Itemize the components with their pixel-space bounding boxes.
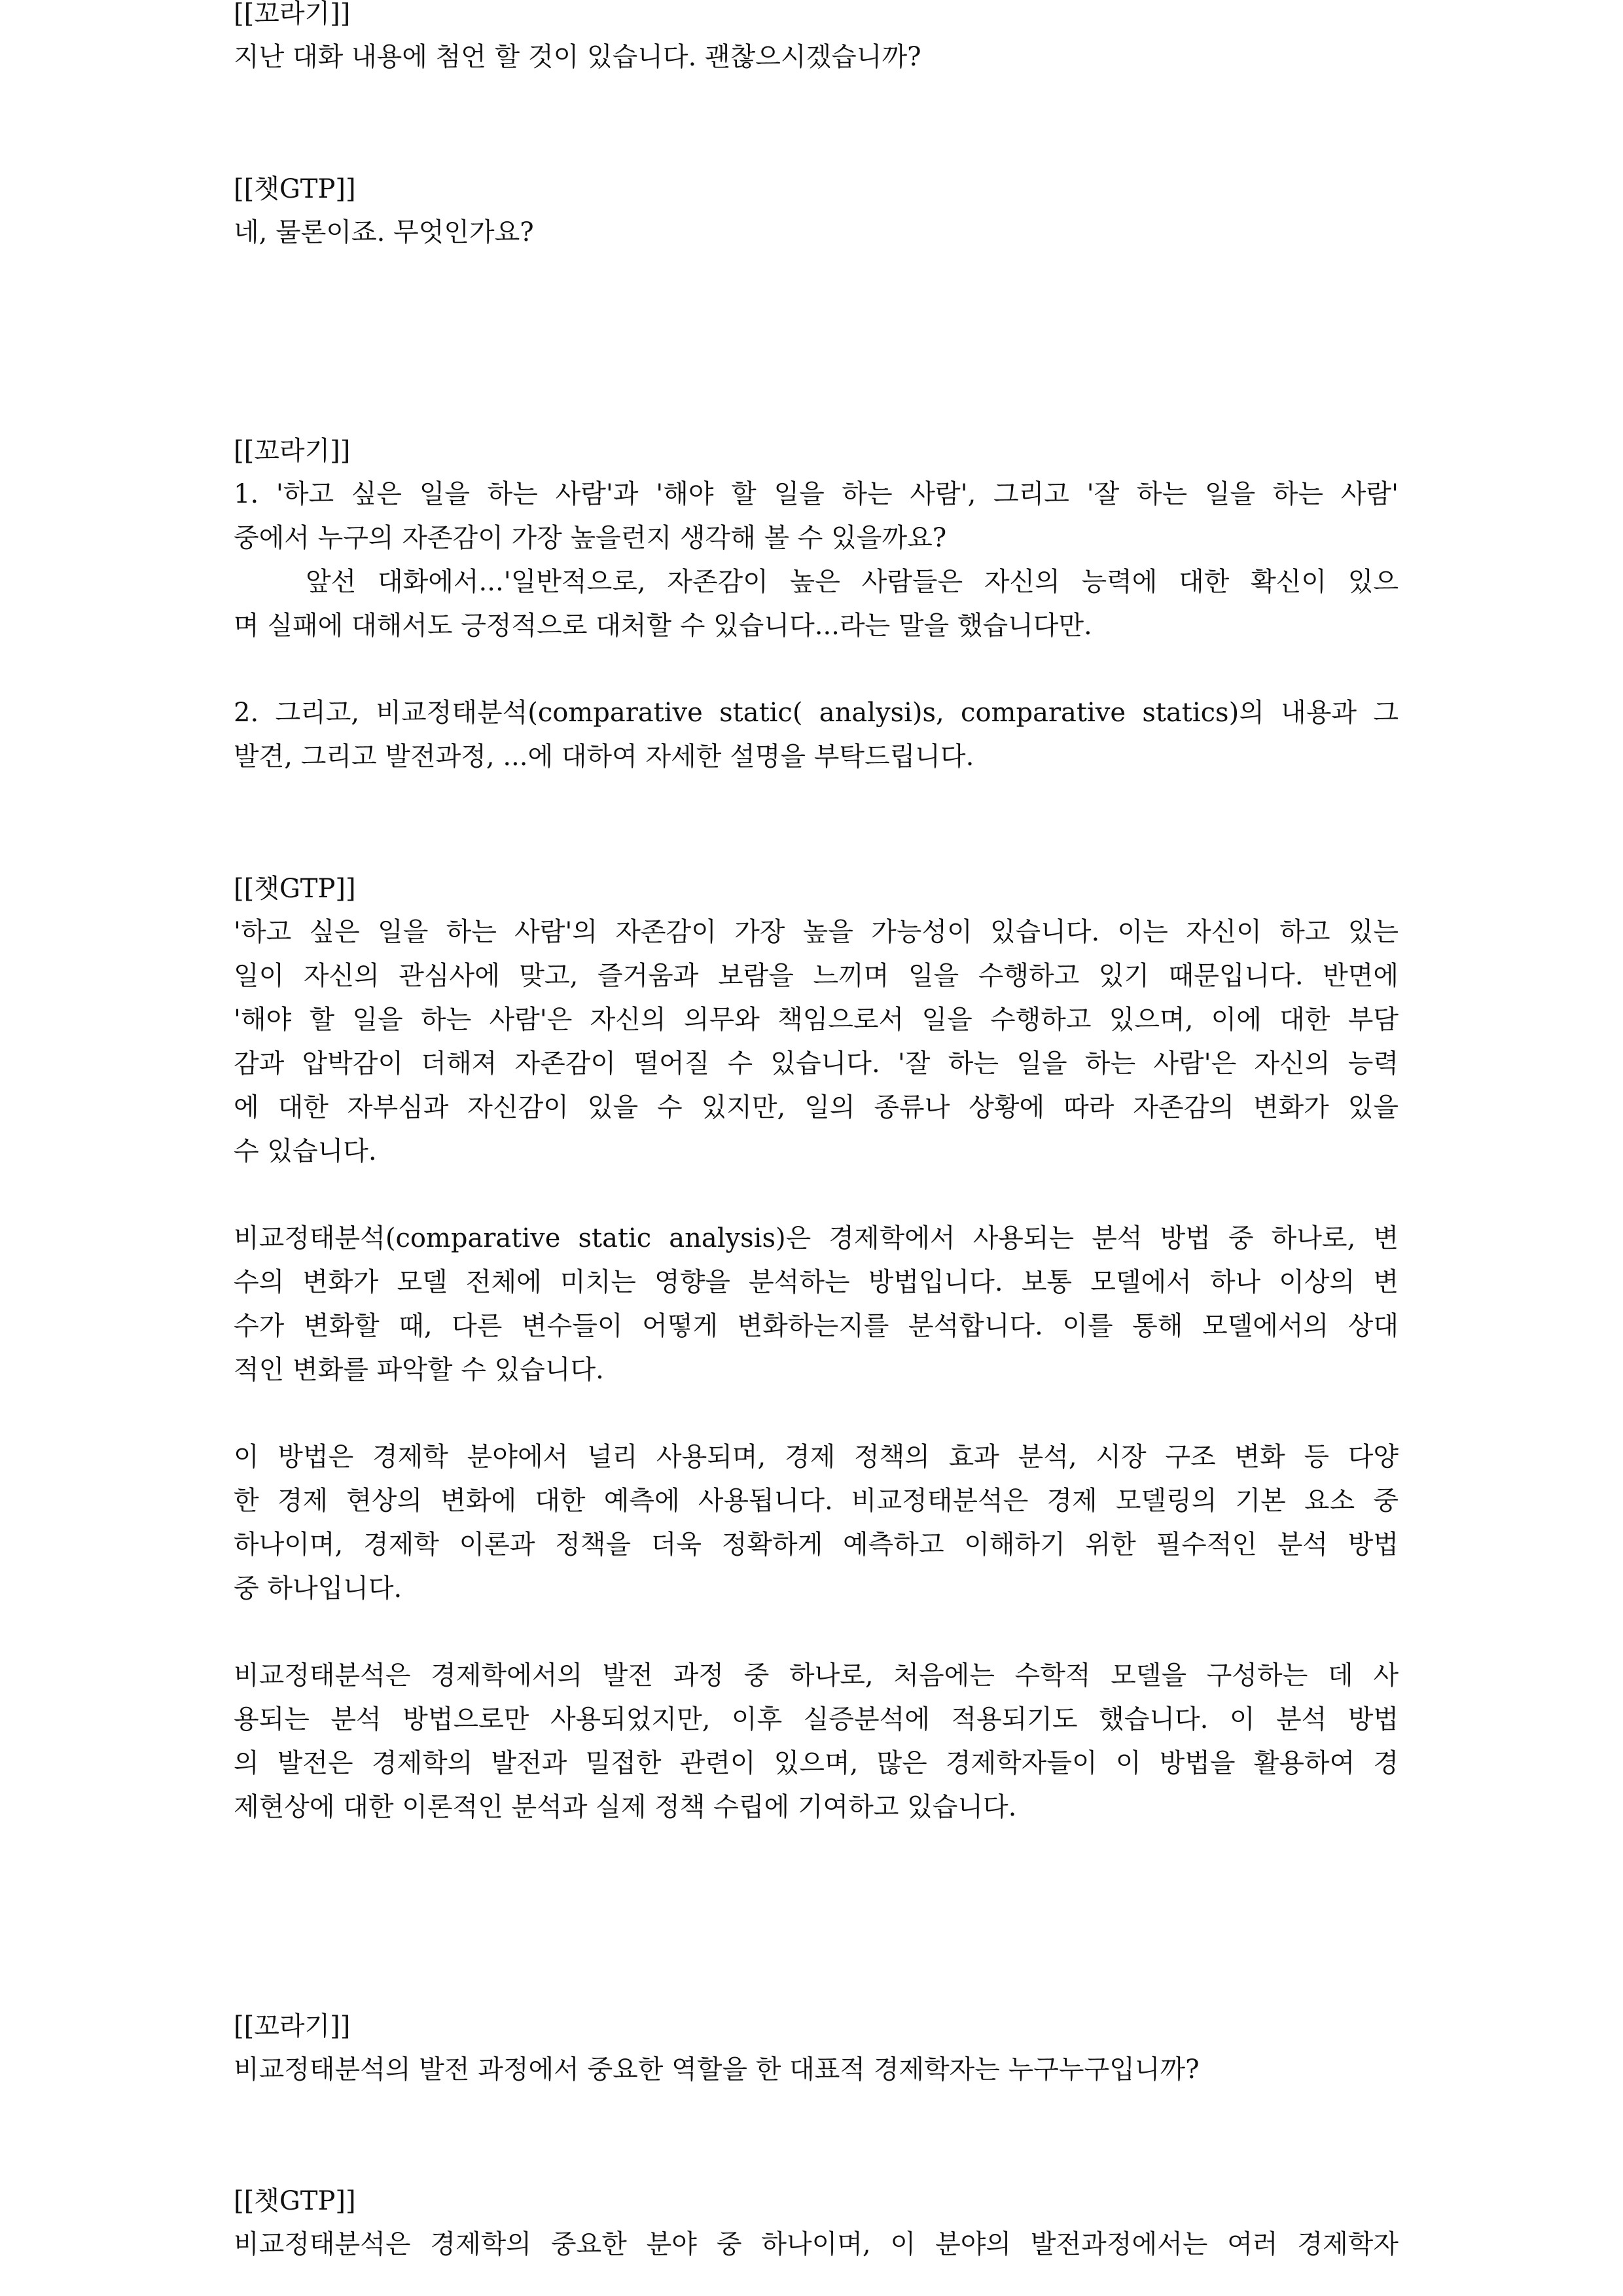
text-line: '해야 할 일을 하는 사람'은 자신의 의무와 책임으로서 일을 수행하고 있으며, 이에 대한 부담 bbox=[234, 1005, 1399, 1035]
speaker-label: [[챗GTP]] bbox=[234, 874, 356, 904]
paragraph-question-1 bbox=[234, 473, 1399, 648]
text-line: 발견, 그리고 발전과정, ...에 대하여 자세한 설명을 부탁드립니다. bbox=[234, 742, 974, 772]
text-line: 1. '하고 싶은 일을 하는 사람'과 '해야 할 일을 하는 사람', 그리고 '잘 하는 일을 하는 사람' bbox=[234, 479, 1399, 509]
text-line: 한 경제 현상의 변화에 대한 예측에 사용됩니다. 비교정태분석은 경제 모델링의 기본 요소 중 bbox=[234, 1486, 1399, 1516]
text-line: 지난 대화 내용에 첨언 할 것이 있습니다. 괜찮으시겠습니까? bbox=[234, 42, 921, 72]
text-line: 며 실패에 대해서도 긍정적으로 대처할 수 있습니다...라는 말을 했습니다만. bbox=[234, 611, 1092, 641]
message-assistant-1 bbox=[234, 168, 1399, 255]
message-text bbox=[234, 211, 1399, 255]
paragraph-question-2 bbox=[234, 691, 1399, 779]
paragraph-answer-1 bbox=[234, 910, 1399, 1174]
text-line bbox=[234, 560, 1399, 604]
speaker-label: [[챗GTP]] bbox=[234, 2186, 356, 2216]
text-line: 에 대한 자부심과 자신감이 있을 수 있지만, 일의 종류나 상황에 따라 자존감의 변화가 있을 bbox=[234, 1092, 1399, 1122]
message-text bbox=[234, 2223, 1399, 2267]
text-line: 하나이며, 경제학 이론과 정책을 더욱 정확하게 예측하고 이해하기 위한 필수적인 분석 방법 bbox=[234, 1530, 1399, 1560]
speaker-label: [[챗GTP]] bbox=[234, 174, 356, 204]
text-line: 의 발전은 경제학의 발전과 밀접한 관련이 있으며, 많은 경제학자들이 이 방법을 활용하여 경 bbox=[234, 1748, 1399, 1778]
text-line: 중에서 누구의 자존감이 가장 높을런지 생각해 볼 수 있을까요? bbox=[234, 523, 947, 553]
text-line: 감과 압박감이 더해져 자존감이 떨어질 수 있습니다. '잘 하는 일을 하는 사람'은 자신의 능력 bbox=[234, 1049, 1399, 1079]
text-line: 비교정태분석은 경제학에서의 발전 과정 중 하나로, 처음에는 수학적 모델을 구성하는 데 사 bbox=[234, 1660, 1399, 1691]
text-line: 적인 변화를 파악할 수 있습니다. bbox=[234, 1355, 604, 1385]
text-line: '하고 싶은 일을 하는 사람'의 자존감이 가장 높을 가능성이 있습니다. 이는 자신이 하고 있는 bbox=[234, 917, 1399, 947]
text-fragment: 앞선 대화에서...'일반적으로, 자존감이 높은 사람들은 자신의 능력에 대한 확신이 있으 bbox=[306, 567, 1399, 597]
message-user-1 bbox=[234, 0, 1399, 79]
text-line: 일이 자신의 관심사에 맞고, 즐거움과 보람을 느끼며 일을 수행하고 있기 때문입니다. 반면에 bbox=[234, 961, 1399, 991]
message-text bbox=[234, 35, 1399, 79]
message-assistant-2 bbox=[234, 867, 1399, 1829]
text-line: 네, 물론이죠. 무엇인가요? bbox=[234, 217, 534, 247]
text-line: 용되는 분석 방법으로만 사용되었지만, 이후 실증분석에 적용되기도 했습니다. 이 분석 방법 bbox=[234, 1704, 1399, 1734]
text-line: 이 방법은 경제학 분야에서 널리 사용되며, 경제 정책의 효과 분석, 시장 구조 변화 등 다양 bbox=[234, 1442, 1399, 1472]
message-text bbox=[234, 2048, 1399, 2092]
text-line: 제현상에 대한 이론적인 분석과 실제 정책 수립에 기여하고 있습니다. bbox=[234, 1792, 1017, 1822]
text-line: 중 하나입니다. bbox=[234, 1573, 402, 1604]
text-line: 비교정태분석의 발전 과정에서 중요한 역할을 한 대표적 경제학자는 누구누구입니까? bbox=[234, 2054, 1200, 2085]
text-line: 수의 변화가 모델 전체에 미치는 영향을 분석하는 방법입니다. 보통 모델에서 하나 이상의 변 bbox=[234, 1267, 1399, 1297]
text-line: 수가 변화할 때, 다른 변수들이 어떻게 변화하는지를 분석합니다. 이를 통해 모델에서의 상대 bbox=[234, 1311, 1399, 1341]
text-line: 수 있습니다. bbox=[234, 1136, 377, 1166]
speaker-label: [[꼬라기]] bbox=[234, 0, 351, 29]
text-line: 2. 그리고, 비교정태분석(comparative static( analysi)s, comparative statics)의 내용과 그 bbox=[234, 698, 1399, 728]
paragraph-answer-3 bbox=[234, 1435, 1399, 1611]
message-user-2 bbox=[234, 429, 1399, 779]
message-assistant-3 bbox=[234, 2179, 1399, 2267]
message-user-3 bbox=[234, 2005, 1399, 2092]
speaker-label: [[꼬라기]] bbox=[234, 2011, 351, 2041]
text-line: 비교정태분석은 경제학의 중요한 분야 중 하나이며, 이 분야의 발전과정에서는 여러 경제학자 bbox=[234, 2229, 1399, 2259]
paragraph-answer-4 bbox=[234, 1654, 1399, 1829]
text-line: 비교정태분석(comparative static analysis)은 경제학에서 사용되는 분석 방법 중 하나로, 변 bbox=[234, 1223, 1399, 1253]
paragraph-answer-2 bbox=[234, 1217, 1399, 1392]
speaker-label: [[꼬라기]] bbox=[234, 436, 351, 466]
